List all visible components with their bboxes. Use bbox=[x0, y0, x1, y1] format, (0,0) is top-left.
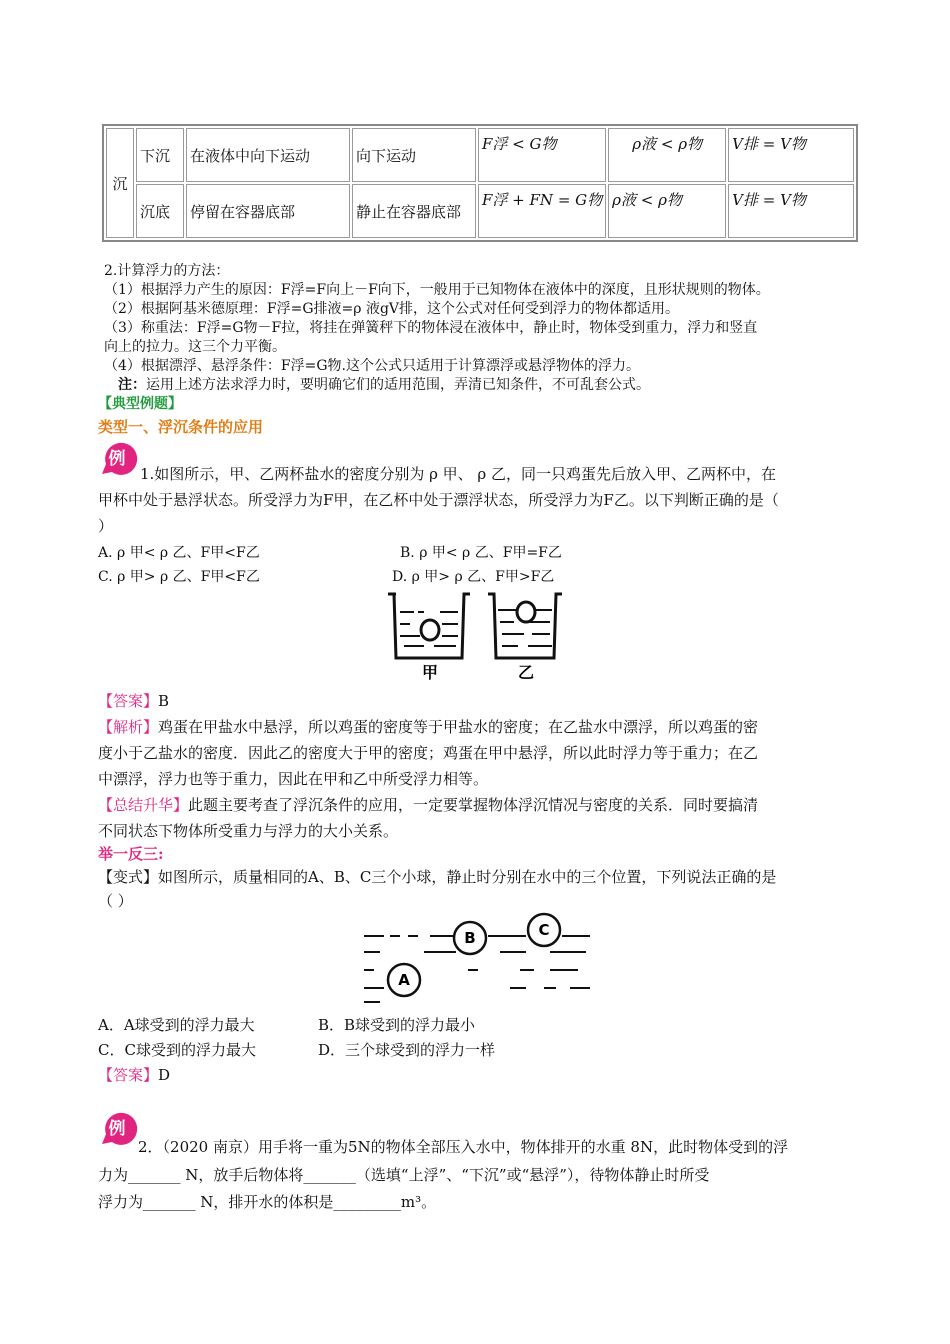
q1-option-d: D. ρ 甲> ρ 乙、F甲>F乙 bbox=[392, 569, 555, 585]
q1-answer bbox=[98, 690, 169, 712]
table-cell: 停留在容器底部 bbox=[186, 184, 350, 238]
q2-line3: 浮力为_______ N，排开水的体积是_________m³。 bbox=[98, 1193, 437, 1211]
answer-label: 【答案】 bbox=[98, 692, 159, 710]
table-cell: F浮 + FN = G物 bbox=[478, 184, 606, 238]
method-3-cont: 向上的拉力。这三个力平衡。 bbox=[104, 339, 286, 355]
variant-label: 【变式】 bbox=[98, 868, 159, 886]
table-cell: 向下运动 bbox=[352, 128, 476, 182]
methods-title: 2.计算浮力的方法： bbox=[104, 263, 230, 279]
examples-heading: 【典型例题】 bbox=[98, 396, 182, 412]
q1-line2: 甲杯中处于悬浮状态。所受浮力为F甲，在乙杯中处于漂浮状态，所受浮力为F乙。以下判断正确的是（ bbox=[98, 491, 779, 509]
table-cell: 下沉 bbox=[136, 128, 184, 182]
variant-option-d: D．三个球受到的浮力一样 bbox=[318, 1041, 496, 1059]
ball-c-label: C bbox=[538, 921, 550, 939]
method-1: （1）根据浮力产生的原因：F浮=F向上－F向下，一般用于已知物体在液体中的深度，且形状规则的物体。 bbox=[104, 282, 770, 298]
variant-answer-label: 【答案】 bbox=[98, 1066, 159, 1084]
beaker-label-jia: 甲 bbox=[421, 663, 439, 682]
table-cell: 在液体中向下运动 bbox=[186, 128, 350, 182]
q1-option-b: B. ρ 甲< ρ 乙、F甲=F乙 bbox=[400, 545, 562, 561]
q1-summary-line2: 不同状态下物体所受重力与浮力的大小关系。 bbox=[98, 822, 399, 840]
table-group-cell: 沉 bbox=[106, 128, 134, 238]
states-table-wrapper bbox=[102, 124, 858, 242]
states-table bbox=[102, 124, 858, 242]
table-cell: ρ液 < ρ物 bbox=[608, 128, 726, 182]
note-text: 运用上述方法求浮力时，要明确它们的适用范围，弄清已知条件，不可乱套公式。 bbox=[146, 377, 650, 393]
q1-line1: 1.如图所示，甲、乙两杯盐水的密度分别为 ρ 甲、 ρ 乙，同一只鸡蛋先后放入甲、乙两杯中，在 bbox=[140, 465, 777, 483]
ball-a-label: A bbox=[398, 971, 410, 989]
q1-option-a: A. ρ 甲< ρ 乙、F甲<F乙 bbox=[98, 545, 260, 561]
variant-answer bbox=[98, 1064, 170, 1086]
q2-line1: 2．（2020 南京）用手将一重为5N的物体全部压入水中，物体排开的水重 8N，此时物体受到的浮 bbox=[138, 1138, 789, 1156]
summary-label: 【总结升华】 bbox=[98, 796, 189, 814]
summary-text: 此题主要考查了浮沉条件的应用，一定要掌握物体浮沉情况与密度的关系．同时要搞清 bbox=[188, 796, 759, 814]
example-badge-icon bbox=[96, 438, 138, 480]
q2-line2: 力为_______ N，放手后物体将_______（选填“上浮”、“下沉”或“悬浮”），待物体静止时所受 bbox=[98, 1166, 710, 1184]
note-label: 注： bbox=[118, 377, 146, 393]
svg-text:例: 例 bbox=[108, 1119, 126, 1139]
analysis-label: 【解析】 bbox=[98, 718, 159, 736]
variant-option-b: B．B球受到的浮力最小 bbox=[318, 1016, 476, 1034]
beakers-figure bbox=[384, 586, 584, 682]
table-cell: 静止在容器底部 bbox=[352, 184, 476, 238]
q1-option-c: C. ρ 甲> ρ 乙、F甲<F乙 bbox=[98, 569, 260, 585]
q1-analysis-line1 bbox=[98, 716, 758, 738]
table-cell: V排 = V物 bbox=[728, 184, 854, 238]
q1-analysis-line2: 度小于乙盐水的密度．因此乙的密度大于甲的密度；鸡蛋在甲中悬浮，所以此时浮力等于重力；在乙 bbox=[98, 744, 759, 762]
method-2: （2）根据阿基米德原理：F浮=G排液=ρ 液gV排，这个公式对任何受到浮力的物体都适用。 bbox=[104, 301, 680, 317]
type1-heading: 类型一、浮沉条件的应用 bbox=[98, 418, 264, 436]
method-3: （3）称重法：F浮=G物－F拉，将挂在弹簧秤下的物体浸在液体中，静止时，物体受到重力，浮力和竖直 bbox=[104, 320, 758, 336]
table-row bbox=[106, 128, 854, 182]
variant-line2: （ ） bbox=[98, 892, 133, 910]
ball-b-label: B bbox=[464, 929, 476, 947]
analysis-text: 鸡蛋在甲盐水中悬浮，所以鸡蛋的密度等于甲盐水的密度；在乙盐水中漂浮，所以鸡蛋的密 bbox=[158, 718, 759, 736]
variant-text: 如图所示，质量相同的A、B、C三个小球，静止时分别在水中的三个位置，下列说法正确的是 bbox=[158, 868, 777, 886]
note bbox=[118, 376, 650, 395]
table-cell: 沉底 bbox=[136, 184, 184, 238]
variant-line1 bbox=[98, 866, 776, 888]
table-row bbox=[106, 184, 854, 238]
variant-option-c: C．C球受到的浮力最大 bbox=[98, 1041, 256, 1059]
variant-option-a: A．A球受到的浮力最大 bbox=[98, 1016, 255, 1034]
method-4: （4）根据漂浮、悬浮条件：F浮=G物.这个公式只适用于计算漂浮或悬浮物体的浮力。 bbox=[104, 358, 640, 374]
table-cell: V排 = V物 bbox=[728, 128, 854, 182]
q1-line3: ） bbox=[98, 517, 114, 535]
table-cell: F浮 < G物 bbox=[478, 128, 606, 182]
example-badge bbox=[96, 1108, 138, 1150]
variant-answer-value: D bbox=[158, 1066, 171, 1084]
svg-text:例: 例 bbox=[108, 449, 126, 469]
variant-heading: 举一反三: bbox=[98, 845, 164, 863]
example-badge-icon bbox=[96, 1108, 138, 1150]
beakers-drawing bbox=[384, 586, 584, 682]
beaker-label-yi: 乙 bbox=[517, 663, 535, 682]
q1-summary-line1 bbox=[98, 794, 758, 816]
balls-drawing bbox=[360, 908, 596, 1012]
table-cell: ρ液 < ρ物 bbox=[608, 184, 726, 238]
example-badge bbox=[96, 438, 138, 480]
q1-analysis-line3: 中漂浮，浮力也等于重力，因此在甲和乙中所受浮力相等。 bbox=[98, 770, 489, 788]
answer-value: B bbox=[158, 692, 170, 710]
balls-figure bbox=[360, 908, 596, 1012]
